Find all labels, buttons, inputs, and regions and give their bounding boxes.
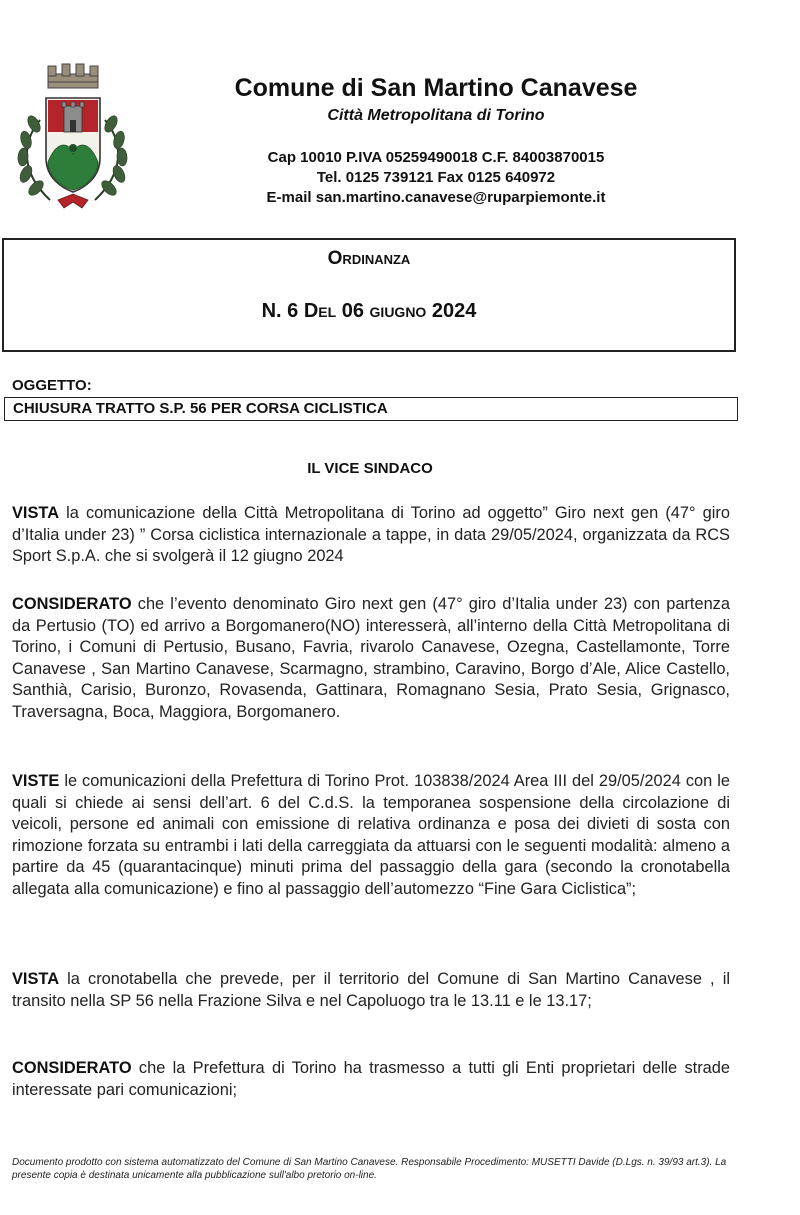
paragraph-keyword: VISTA bbox=[12, 504, 60, 522]
authority-heading: IL VICE SINDACO bbox=[307, 460, 433, 477]
paragraph-considerato-1 bbox=[12, 594, 730, 724]
paragraph-text: le comunicazioni della Prefettura di Torino Prot. 103838/2024 Area III del 29/05/2024 con le quali si chiede ai sensi dell’art. 6 del C.d.S. la temporanea sospensione della circolazione di veicoli, persone ed animali con emissione di relativa ordinanza e posa dei divieti di sosta con rimozione forzata su entrambi i lati della carreggiata da attuarsi con le seguenti modalità: almeno a partire da 45 (quarantacinque) minuti prima del passaggio della gara (secondo la cronotabella allegata alla comunicazione) e fino al passaggio dell’automezzo “Fine Gara Ciclistica”; bbox=[12, 772, 730, 898]
document-footer: Documento prodotto con sistema automatizzato del Comune di San Martino Canavese. Responsabile Procedimento: MUSETTI Davide (D.Lgs. n. 39/93 art.3). La presente copia è destinata unicamente alla pubblicazione sull'albo pretorio on-line. bbox=[12, 1157, 727, 1181]
paragraph-keyword: CONSIDERATO bbox=[12, 1059, 132, 1077]
ordinance-number: N. 6 Del 06 giugno 2024 bbox=[261, 300, 477, 322]
contact-block bbox=[160, 148, 712, 208]
paragraph-keyword: VISTA bbox=[12, 970, 60, 988]
ordinance-box bbox=[2, 238, 736, 352]
contact-email-line: E-mail san.martino.canavese@ruparpiemonte.it bbox=[266, 189, 606, 206]
subject-label: OGGETTO: bbox=[12, 377, 92, 394]
paragraph-text: che la Prefettura di Torino ha trasmesso a tutti gli Enti proprietari delle strade interessate pari comunicazioni; bbox=[12, 1059, 730, 1099]
ordinance-label: Ordinanza bbox=[327, 248, 411, 269]
metropolitan-city: Città Metropolitana di Torino bbox=[327, 107, 545, 124]
contact-fiscal-line: Cap 10010 P.IVA 05259490018 C.F. 84003870015 bbox=[267, 149, 605, 166]
paragraph-text: che l’evento denominato Giro next gen (47° giro d’Italia under 23) con partenza da Pertusio (TO) ed arrivo a Borgomanero(NO) interesserà, all’interno della Città Metropolitana di Torino, i Comuni di Pertusio, Busano, Favria, rivarolo Canavese, Ozegna, Castellamonte, Torre Canavese , San Martino Canavese, Scarmagno, strambino, Caravino, Borgo d’Ale, Alice Castello, Santhià, Carisio, Buronzo, Rovasenda, Gattinara, Romagnano Sesia, Prato Sesia, Grignasco, Traversagna, Boca, Maggiora, Borgomanero. bbox=[12, 595, 730, 721]
paragraph-considerato-2 bbox=[12, 1058, 730, 1101]
municipal-coat-of-arms bbox=[10, 62, 135, 214]
crown-icon bbox=[48, 64, 98, 88]
paragraph-keyword: CONSIDERATO bbox=[12, 595, 132, 613]
paragraph-vista-1 bbox=[12, 503, 730, 568]
contact-phone-line: Tel. 0125 739121 Fax 0125 640972 bbox=[316, 169, 556, 186]
paragraph-text: la comunicazione della Città Metropolitana di Torino ad oggetto” Giro next gen (47° giro d’Italia under 23) ” Corsa ciclistica internazionale a tappe, in data 29/05/2024, organizzata da RCS Sport S.p.A. che si svolgerà il 12 giugno 2024 bbox=[12, 504, 730, 566]
subject-box bbox=[4, 397, 738, 421]
municipality-name: Comune di San Martino Canavese bbox=[234, 74, 638, 102]
shield-icon bbox=[46, 98, 100, 192]
paragraph-vista-2 bbox=[12, 969, 730, 1012]
subject-text: CHIUSURA TRATTO S.P. 56 PER CORSA CICLISTICA bbox=[13, 400, 388, 417]
paragraph-text: la cronotabella che prevede, per il territorio del Comune di San Martino Canavese , il transito nella SP 56 nella Frazione Silva e nel Capoluogo tra le 13.11 e le 13.17; bbox=[12, 970, 730, 1010]
paragraph-viste bbox=[12, 771, 730, 901]
paragraph-keyword: VISTE bbox=[12, 772, 60, 790]
